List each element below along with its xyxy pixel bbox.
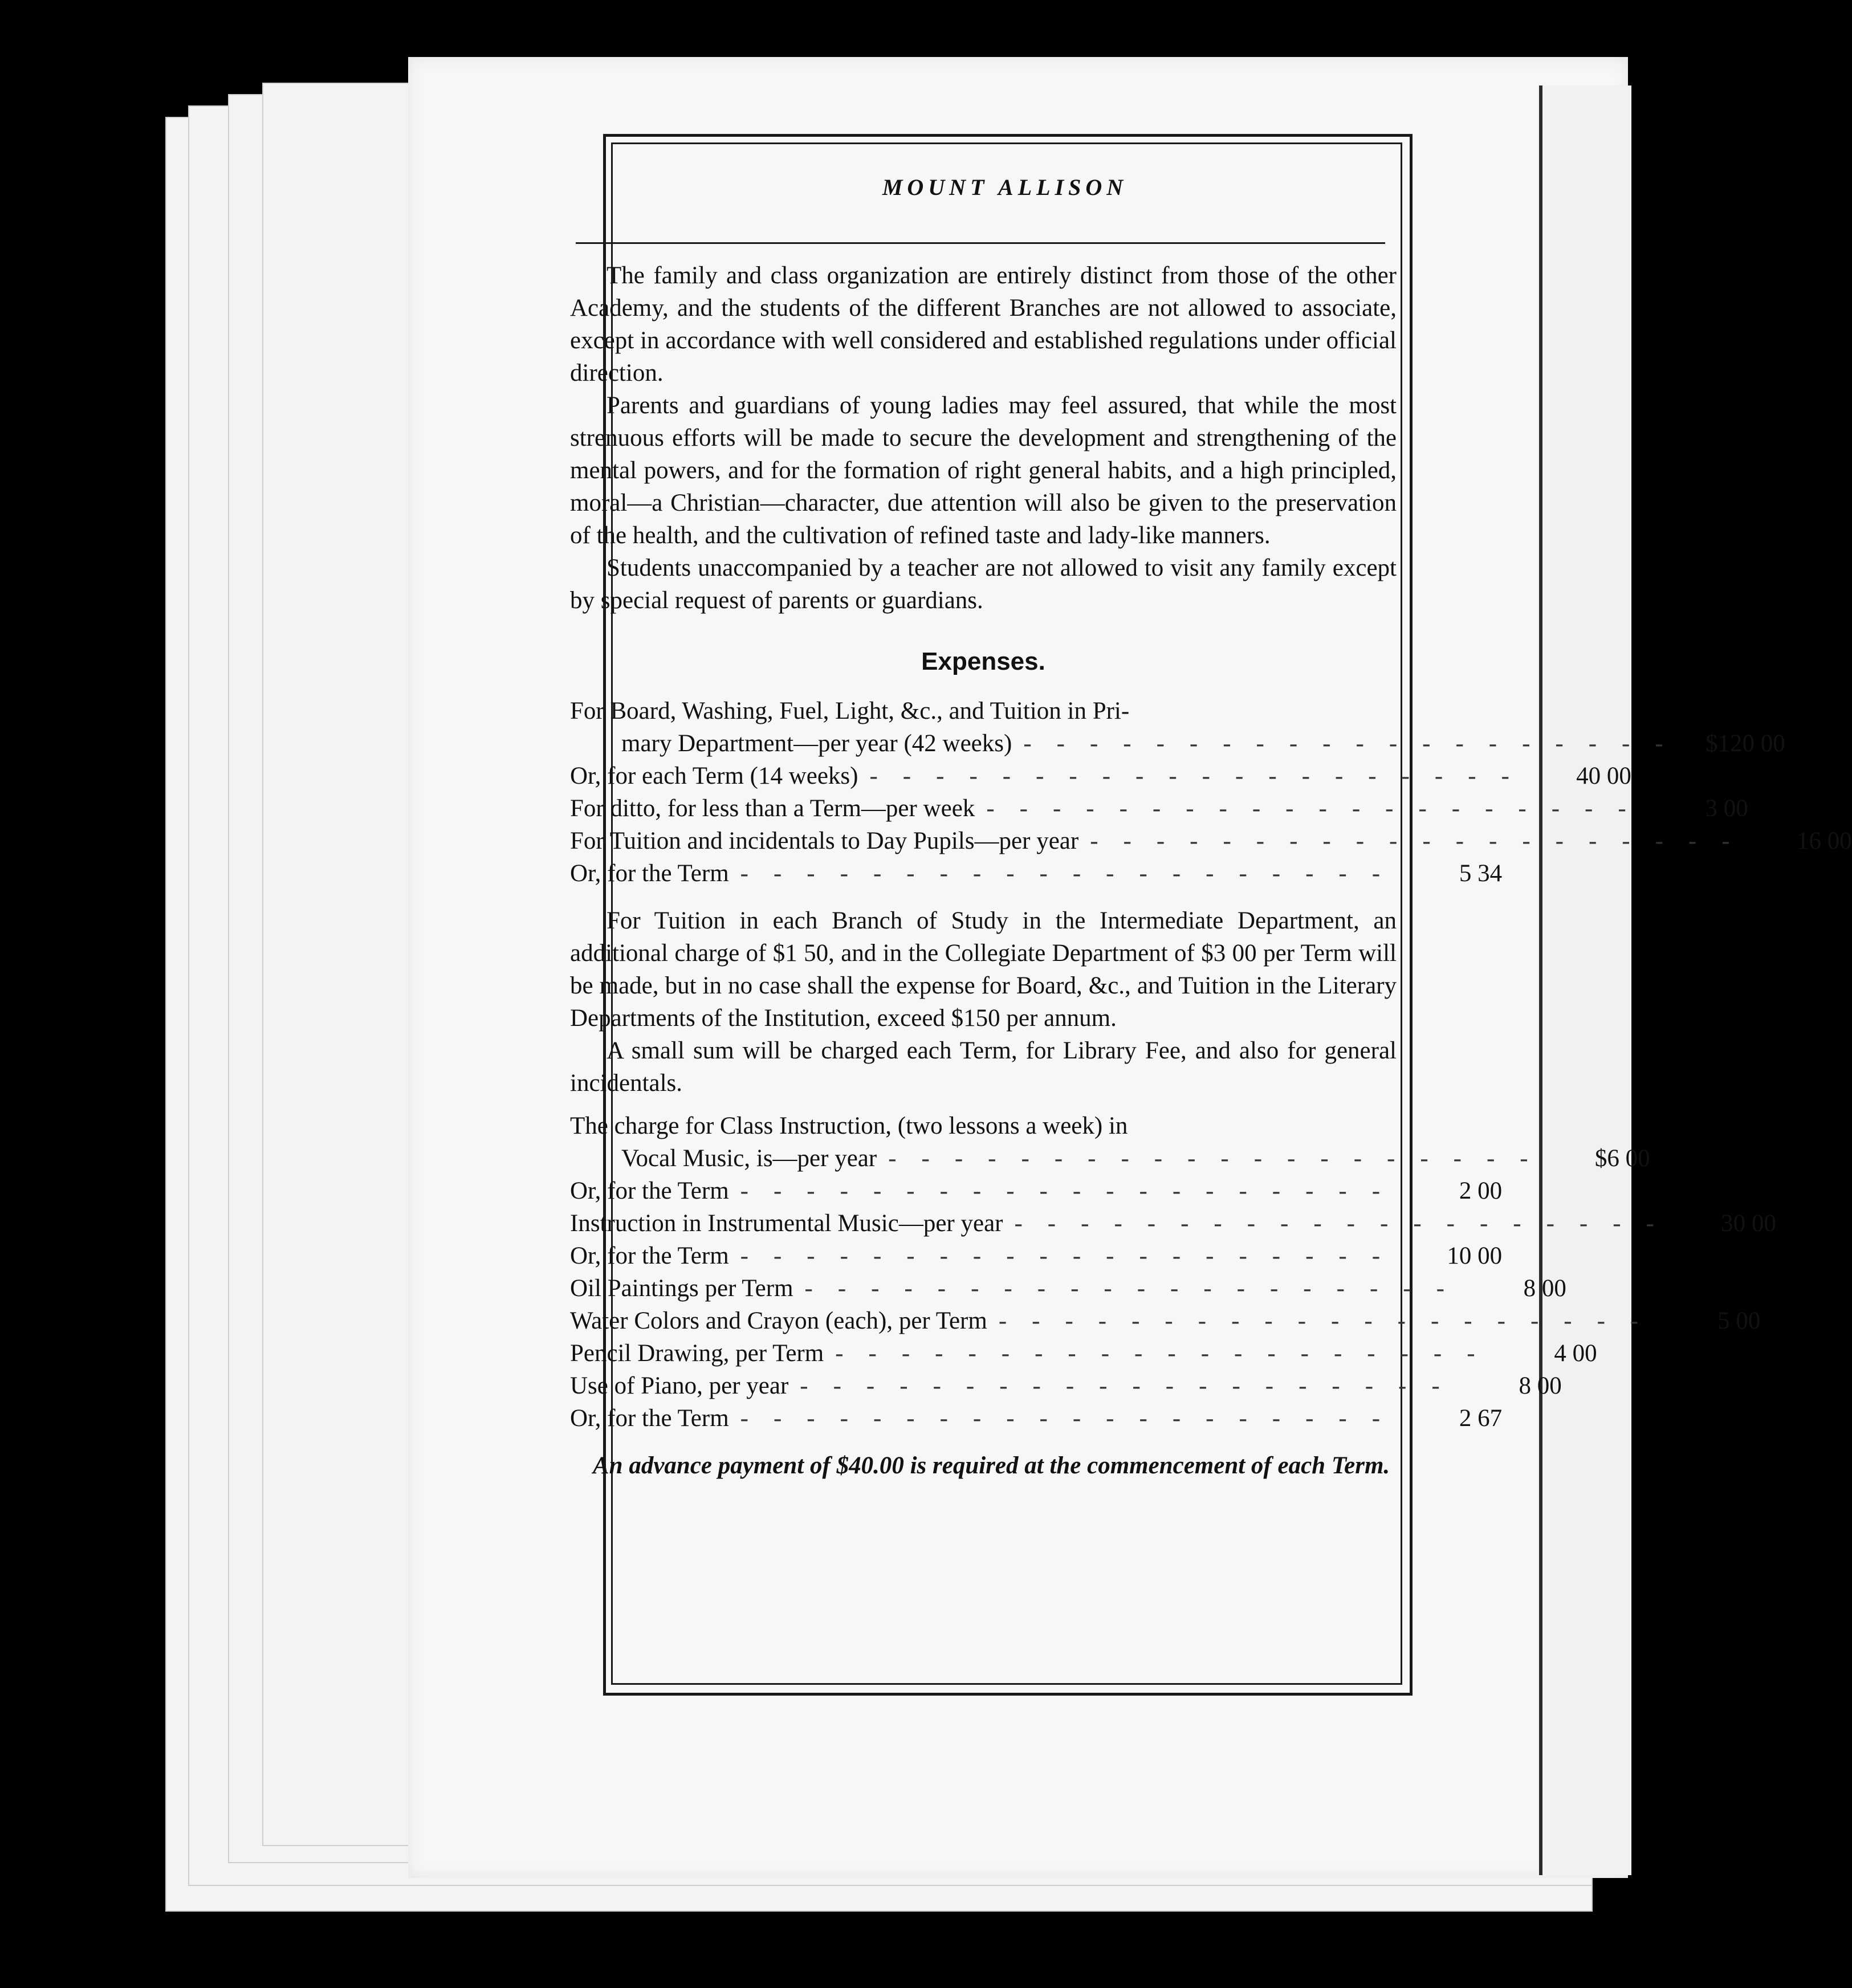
music-art-list bbox=[570, 1175, 1776, 1435]
fee-amount: 2 67 bbox=[1459, 1405, 1503, 1432]
fee-amount: 8 00 bbox=[1523, 1275, 1566, 1302]
expense-row bbox=[570, 857, 1503, 890]
class-instruction-entry bbox=[570, 1110, 1650, 1175]
expense-amount: 5 34 bbox=[1459, 860, 1503, 887]
fee-row bbox=[570, 1272, 1566, 1305]
paragraph-visits: Students unaccompanied by a teacher are not allowed to visit any family except by special request of parents or guardians. bbox=[570, 555, 1397, 614]
fee-amount: 10 00 bbox=[1447, 1242, 1503, 1269]
fee-label: Pencil Drawing, per Term bbox=[570, 1340, 824, 1367]
fee-row bbox=[570, 1240, 1503, 1272]
class-line-1: The charge for Class Instruction, (two lessons a week) in bbox=[570, 1113, 1128, 1139]
fee-row bbox=[570, 1175, 1503, 1207]
fee-label: Or, for the Term bbox=[570, 1178, 729, 1204]
leader-dots: -------------------- bbox=[986, 795, 1651, 822]
expense-row bbox=[570, 825, 1852, 857]
fee-label: Or, for the Term bbox=[570, 1242, 729, 1269]
fee-label: Oil Paintings per Term bbox=[570, 1275, 793, 1302]
class-line-2: Vocal Music, is—per year bbox=[621, 1145, 877, 1172]
expense-row bbox=[570, 760, 1631, 792]
page-content bbox=[570, 259, 1852, 1506]
expense-label: Or, for the Term bbox=[570, 860, 729, 887]
expense-label: For ditto, for less than a Term—per week bbox=[570, 795, 975, 822]
leader-dots: -------------------- bbox=[800, 1372, 1465, 1399]
expense-amount: 40 00 bbox=[1576, 763, 1631, 789]
class-amount: $6 00 bbox=[1594, 1145, 1650, 1172]
fee-label: Or, for the Term bbox=[570, 1405, 729, 1432]
paragraph-parents: Parents and guardians of young ladies may feel assured, that while the most strenuous efforts will be made to secure the development and strengthening of the mental powers, and for the formation of right general habits, and a high principled, moral—a Christian—character, due attention will also be given to the preservation of the health, and the cultivation of refined taste and lady-like manners. bbox=[570, 392, 1397, 549]
leader-dots: -------------------- bbox=[740, 1405, 1406, 1432]
board-line-1: For Board, Washing, Fuel, Light, &c., and Tuition in Pri- bbox=[570, 698, 1130, 724]
leader-dots: -------------------- bbox=[804, 1275, 1470, 1302]
expense-row bbox=[570, 792, 1748, 825]
fee-amount: 4 00 bbox=[1554, 1340, 1597, 1367]
expense-label: For Tuition and incidentals to Day Pupils—per year bbox=[570, 828, 1079, 854]
fee-amount: 2 00 bbox=[1459, 1178, 1503, 1204]
leader-dots: -------------------- bbox=[869, 763, 1534, 789]
fee-amount: 30 00 bbox=[1721, 1210, 1776, 1237]
fee-label: Water Colors and Crayon (each), per Term bbox=[570, 1307, 987, 1334]
board-entry bbox=[570, 695, 1785, 760]
fee-amount: 5 00 bbox=[1717, 1307, 1761, 1334]
header-rule bbox=[576, 242, 1385, 244]
leader-dots: -------------------- bbox=[740, 860, 1406, 887]
leader-dots: -------------------- bbox=[888, 1145, 1553, 1172]
expense-list bbox=[570, 760, 1852, 890]
expense-amount: 16 00 bbox=[1796, 828, 1852, 854]
board-line-2-row bbox=[570, 727, 1785, 760]
fee-row bbox=[570, 1207, 1776, 1240]
expenses-heading: Expenses. bbox=[921, 647, 1045, 675]
fee-row bbox=[570, 1370, 1562, 1402]
paragraph-tuition: For Tuition in each Branch of Study in the Intermediate Department, an additional charge of $1 50, and in the Collegiate Department of $3 00 per Term will be made, but in no case shall the expense for Board, &c., and Tuition in the Literary Departments of the Institution, exceed $150 per annum. bbox=[570, 907, 1397, 1032]
fee-row bbox=[570, 1337, 1597, 1370]
expense-label: Or, for each Term (14 weeks) bbox=[570, 763, 858, 789]
paragraph-organization: The family and class organization are entirely distinct from those of the other Academy, and the students of the different Branches are not allowed to associate, except in accordance with well considered and established regulations under official direction. bbox=[570, 262, 1397, 386]
leader-dots: -------------------- bbox=[740, 1178, 1406, 1204]
paragraph-library: A small sum will be charged each Term, for Library Fee, and also for general incidentals. bbox=[570, 1037, 1397, 1097]
fee-label: Use of Piano, per year bbox=[570, 1372, 789, 1399]
fee-row bbox=[570, 1305, 1761, 1337]
class-line-2-row bbox=[570, 1142, 1650, 1175]
fee-row bbox=[570, 1402, 1503, 1435]
advance-payment-notice: An advance payment of $40.00 is required at the commencement of each Term. bbox=[593, 1452, 1390, 1479]
fee-amount: 8 00 bbox=[1519, 1372, 1562, 1399]
board-amount: $120 00 bbox=[1705, 730, 1785, 757]
leader-dots: -------------------- bbox=[835, 1340, 1500, 1367]
board-line-2: mary Department—per year (42 weeks) bbox=[621, 730, 1012, 757]
fee-label: Instruction in Instrumental Music—per year bbox=[570, 1210, 1003, 1237]
facing-page-edge bbox=[1539, 85, 1631, 1875]
expense-amount: 3 00 bbox=[1705, 795, 1748, 822]
leader-dots: -------------------- bbox=[1014, 1210, 1679, 1237]
leader-dots: -------------------- bbox=[1090, 828, 1755, 854]
running-head: MOUNT ALLISON bbox=[882, 174, 1128, 200]
leader-dots: -------------------- bbox=[998, 1307, 1664, 1334]
leader-dots: -------------------- bbox=[1023, 730, 1688, 757]
leader-dots: -------------------- bbox=[740, 1242, 1406, 1269]
